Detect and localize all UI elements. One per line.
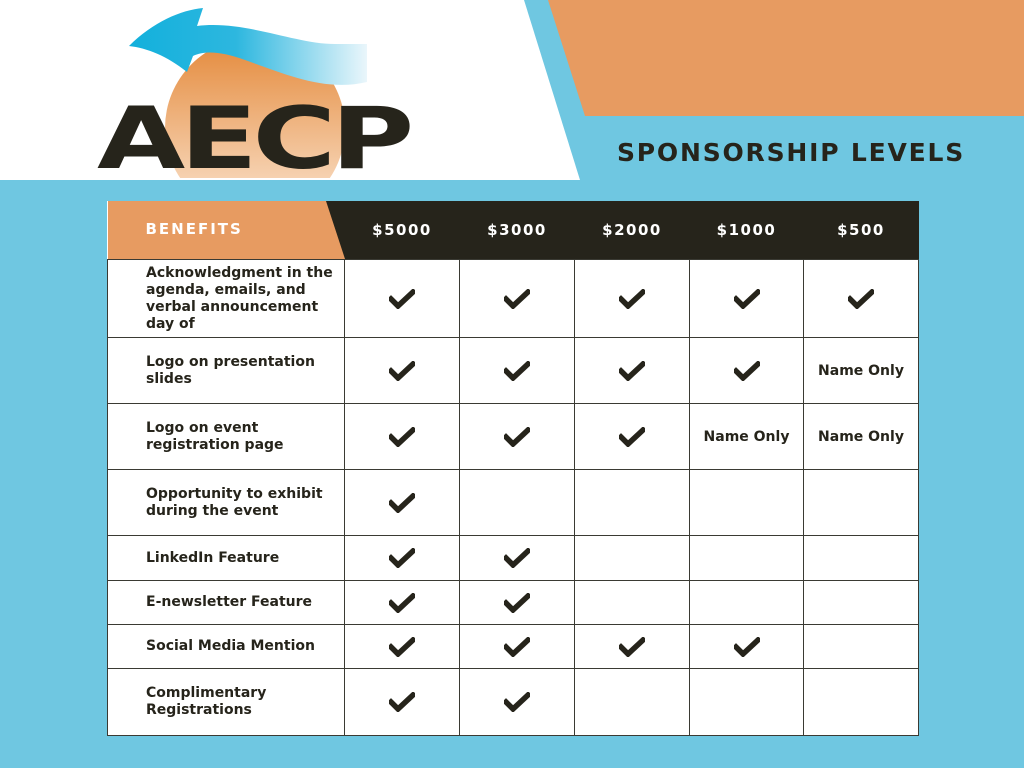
benefit-cell bbox=[460, 338, 575, 404]
page-title: SPONSORSHIP LEVELS bbox=[617, 138, 966, 167]
checkmark-icon bbox=[619, 637, 645, 657]
benefit-cell bbox=[460, 404, 575, 470]
checkmark-icon bbox=[389, 289, 415, 309]
table-header-row bbox=[108, 201, 919, 260]
checkmark-icon bbox=[389, 361, 415, 381]
checkmark-icon bbox=[619, 289, 645, 309]
level-header: $500 bbox=[804, 201, 919, 260]
benefit-cell-empty bbox=[460, 470, 575, 536]
benefit-cell-empty bbox=[804, 581, 919, 625]
benefit-cell bbox=[575, 404, 690, 470]
benefit-cell-empty bbox=[575, 581, 690, 625]
checkmark-icon bbox=[504, 427, 530, 447]
table-row bbox=[108, 581, 919, 625]
benefit-label: Complimentary Registrations bbox=[108, 669, 345, 736]
benefit-cell bbox=[460, 260, 575, 338]
table-row bbox=[108, 536, 919, 581]
benefit-cell-empty bbox=[690, 581, 804, 625]
checkmark-icon bbox=[734, 361, 760, 381]
level-header: $3000 bbox=[460, 201, 575, 260]
table-row bbox=[108, 338, 919, 404]
benefit-label: E-newsletter Feature bbox=[108, 581, 345, 625]
benefit-label: Opportunity to exhibit during the event bbox=[108, 470, 345, 536]
benefit-cell bbox=[345, 669, 460, 736]
benefit-cell-empty bbox=[690, 470, 804, 536]
level-header: $5000 bbox=[345, 201, 460, 260]
benefit-cell bbox=[345, 338, 460, 404]
checkmark-icon bbox=[504, 593, 530, 613]
benefits-header-label: BENEFITS bbox=[145, 220, 243, 238]
benefit-cell bbox=[345, 581, 460, 625]
checkmark-icon bbox=[504, 692, 530, 712]
benefit-cell-empty bbox=[804, 470, 919, 536]
benefit-cell bbox=[460, 581, 575, 625]
checkmark-icon bbox=[619, 361, 645, 381]
benefit-label: Social Media Mention bbox=[108, 625, 345, 669]
benefit-cell bbox=[460, 625, 575, 669]
table-row bbox=[108, 260, 919, 338]
table-row bbox=[108, 470, 919, 536]
benefit-cell bbox=[575, 338, 690, 404]
checkmark-icon bbox=[504, 361, 530, 381]
checkmark-icon bbox=[848, 289, 874, 309]
benefit-cell-empty bbox=[690, 669, 804, 736]
benefit-label: Acknowledgment in the agenda, emails, and verbal announcement day of bbox=[108, 260, 345, 338]
benefit-cell-empty bbox=[804, 669, 919, 736]
checkmark-icon bbox=[389, 637, 415, 657]
table-row bbox=[108, 625, 919, 669]
benefit-cell bbox=[460, 669, 575, 736]
benefit-cell-text: Name Only bbox=[690, 404, 804, 470]
checkmark-icon bbox=[504, 289, 530, 309]
sponsorship-table bbox=[107, 201, 919, 736]
table-row bbox=[108, 404, 919, 470]
checkmark-icon bbox=[619, 427, 645, 447]
benefit-cell-empty bbox=[804, 625, 919, 669]
table-row bbox=[108, 669, 919, 736]
benefit-cell bbox=[460, 536, 575, 581]
benefit-cell bbox=[804, 260, 919, 338]
checkmark-icon bbox=[389, 427, 415, 447]
benefit-cell bbox=[345, 260, 460, 338]
benefit-label: Logo on presentation slides bbox=[108, 338, 345, 404]
level-header: $2000 bbox=[575, 201, 690, 260]
benefit-cell bbox=[575, 260, 690, 338]
level-header: $1000 bbox=[690, 201, 804, 260]
benefit-cell-empty bbox=[804, 536, 919, 581]
logo-text: AECP bbox=[97, 89, 411, 178]
benefit-cell-text: Name Only bbox=[804, 338, 919, 404]
benefit-cell bbox=[345, 470, 460, 536]
benefit-cell bbox=[575, 625, 690, 669]
checkmark-icon bbox=[504, 637, 530, 657]
aecp-logo bbox=[95, 0, 415, 178]
benefit-label: Logo on event registration page bbox=[108, 404, 345, 470]
benefit-cell-empty bbox=[575, 536, 690, 581]
benefit-cell bbox=[690, 625, 804, 669]
benefit-cell-empty bbox=[575, 669, 690, 736]
benefit-cell bbox=[345, 625, 460, 669]
benefit-label: LinkedIn Feature bbox=[108, 536, 345, 581]
checkmark-icon bbox=[389, 548, 415, 568]
benefit-cell bbox=[690, 260, 804, 338]
checkmark-icon bbox=[389, 493, 415, 513]
benefit-cell-empty bbox=[575, 470, 690, 536]
benefit-cell bbox=[345, 404, 460, 470]
benefits-header bbox=[108, 201, 345, 260]
benefit-cell-empty bbox=[690, 536, 804, 581]
checkmark-icon bbox=[389, 593, 415, 613]
checkmark-icon bbox=[734, 637, 760, 657]
checkmark-icon bbox=[389, 692, 415, 712]
benefit-cell bbox=[345, 536, 460, 581]
benefit-cell bbox=[690, 338, 804, 404]
checkmark-icon bbox=[734, 289, 760, 309]
checkmark-icon bbox=[504, 548, 530, 568]
benefit-cell-text: Name Only bbox=[804, 404, 919, 470]
